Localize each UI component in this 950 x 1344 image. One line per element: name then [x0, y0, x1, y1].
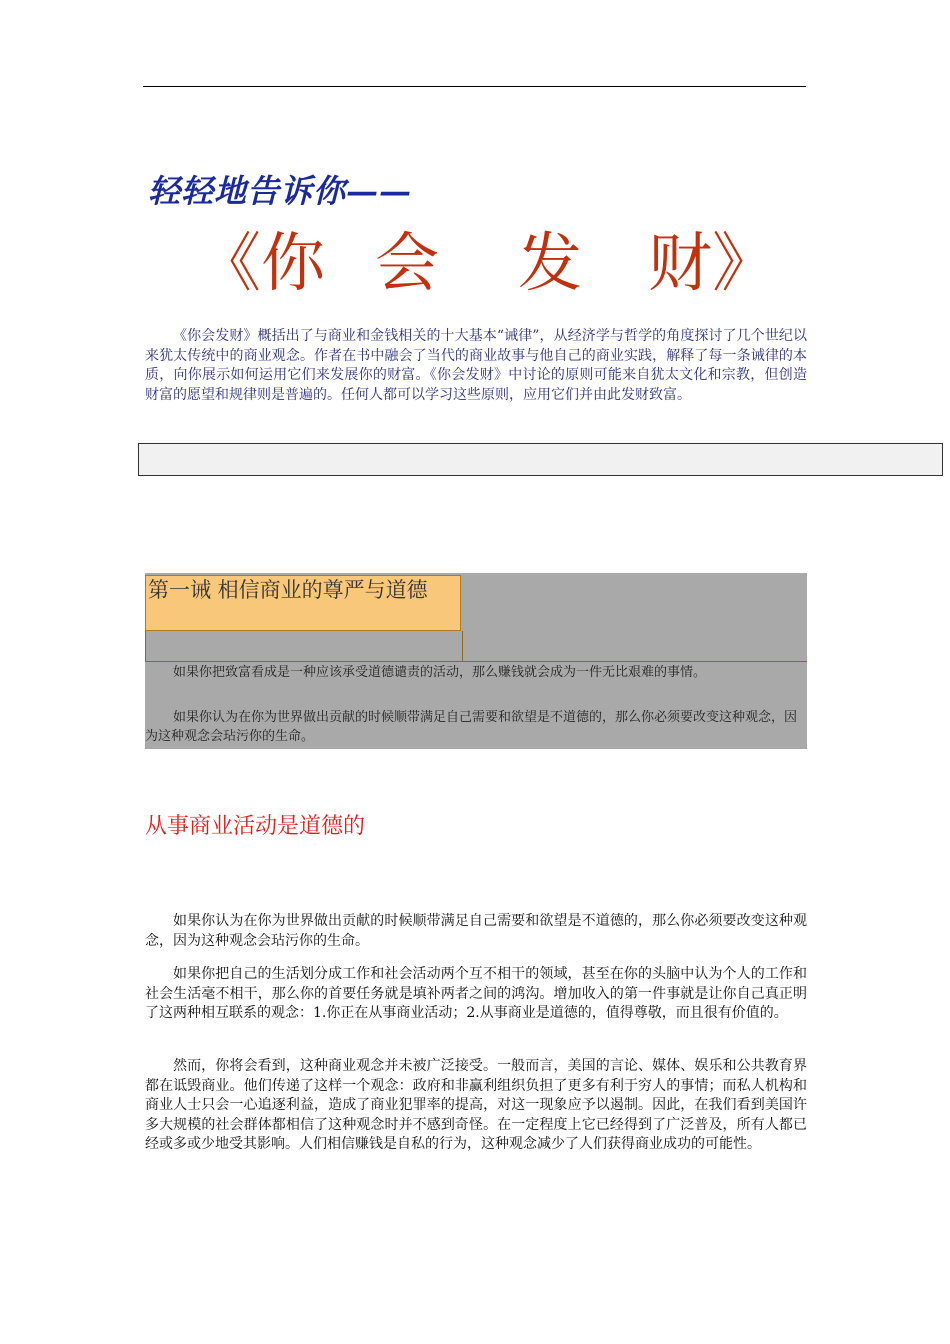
top-rule: [143, 86, 806, 87]
title-char: 发: [518, 227, 582, 301]
commandment-text: 如果你认为在你为世界做出贡献的时候顺带满足自己需要和欲望是不道德的，那么你必须要改变这种观念，因为这种观念会玷污你的生命。: [145, 710, 798, 744]
section-title: 从事商业活动是道德的: [145, 814, 366, 839]
body-paragraph: 然而，你将会看到，这种商业观念并未被广泛接受。一般而言，美国的言论、媒体、娱乐和公共教育界都在诋毁商业。他们传递了这样一个观念：政府和非赢利组织负担了更多有利于穷人的事情；而私人机构和商业人士只会一心追逐利益，造成了商业犯罪率的提高，对这一现象应予以遏制。因此，在我们看到美国许多大规模的社会群体都相信了这种观念时并不感到奇怪。在一定程度上它已经得到了广泛普及，所有人都已经或多或少地受其影响。人们相信赚钱是自私的行为，这种观念减少了人们获得商业成功的可能性。: [145, 1058, 807, 1152]
commandment-heading: 第一诫 相信商业的尊严与道德: [145, 575, 461, 631]
title-char: 《你: [197, 227, 325, 301]
panel-divider: [462, 631, 463, 661]
body-paragraph: 如果你认为在你为世界做出贡献的时候顺带满足自己需要和欲望是不道德的，那么你必须要改变这种观念，因为这种观念会玷污你的生命。: [145, 913, 807, 949]
intro-paragraph: 《你会发财》概括出了与商业和金钱相关的十大基本“诫律”，从经济学与哲学的角度探讨了几个世纪以来犹太传统中的商业观念。作者在书中融会了当代的商业故事与他自己的商业实践，解释了每一条诫律的本质，向你展示如何运用它们来发展你的财富。《你会发财》中讨论的原则可能来自犹太文化和宗教，但创造财富的愿望和规律则是普遍的。任何人都可以学习这些原则，应用它们并由此发财致富。: [145, 328, 807, 403]
title-char: 会: [375, 227, 439, 301]
panel-divider: [145, 631, 146, 661]
title-char: 财》: [648, 227, 776, 301]
subtitle: 轻轻地告诉你——: [148, 172, 413, 210]
panel-divider: [145, 661, 807, 662]
body-paragraph: 如果你把自己的生活划分成工作和社会活动两个互不相干的领域，甚至在你的头脑中认为个人的工作和社会生活毫不相干，那么你的首要任务就是填补两者之间的鸿沟。增加收入的第一件事就是让你自己真正明了这两种相互联系的观念：1.你正在从事商业活动；2.从事商业是道德的，值得尊敬，而且很有价值的。: [145, 966, 807, 1021]
book-title: [197, 212, 776, 304]
commandment-text: 如果你把致富看成是一种应该承受道德谴责的活动，那么赚钱就会成为一件无比艰难的事情。: [173, 665, 707, 680]
empty-banner-box: [138, 443, 943, 476]
